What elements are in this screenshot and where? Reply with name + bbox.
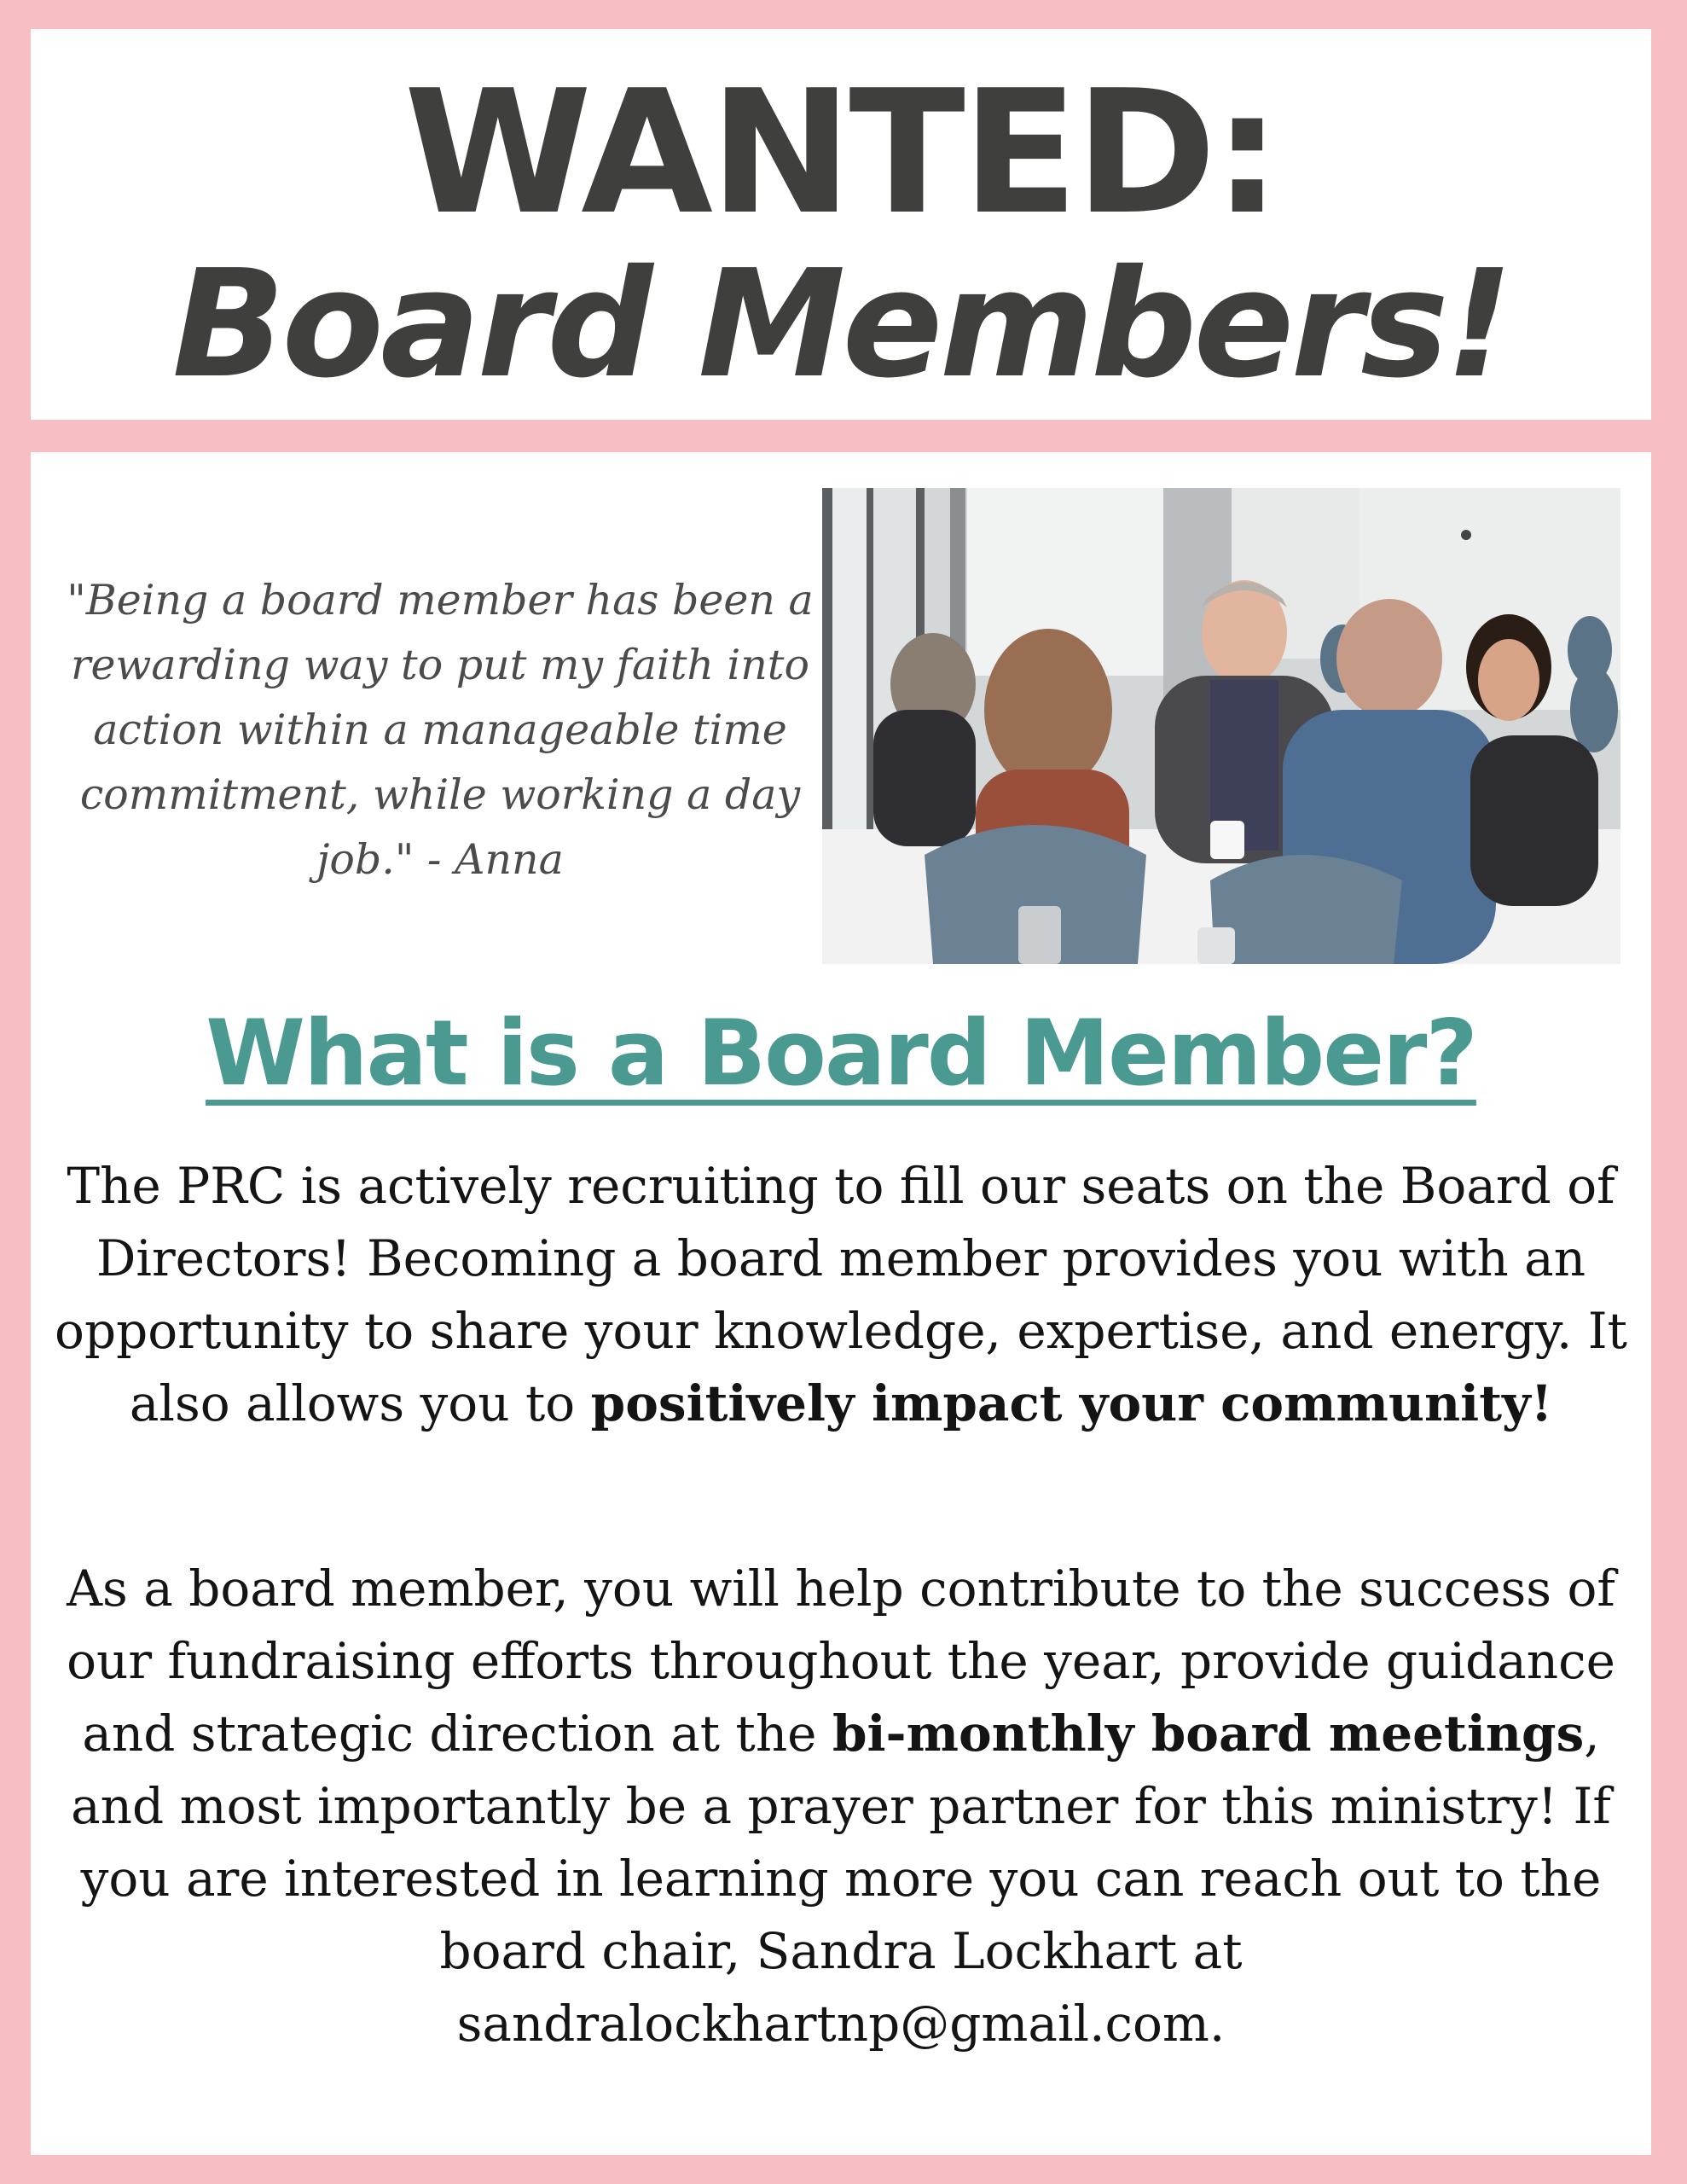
content-panel	[31, 452, 1651, 2155]
paragraph-1-text: The PRC is actively recruiting to fill our seats on the Board of Directors! Becoming a board member provides you with an opportunity to share your knowledge, expertise, and energy. It also allows you to	[55, 1157, 1627, 1432]
section-title	[31, 998, 1651, 1109]
board-meeting-photo	[822, 488, 1620, 964]
testimonial-quote: "Being a board member has been a rewarding way to put my faith into action within a manageable time commitment, while working a day job." - Anna	[67, 576, 814, 884]
headline-board-members: Board Members!	[171, 238, 1510, 411]
paragraph-2-text-a: As a board member, you will help contribute to the success of our fundraising efforts throughout the year, provide guidance and strategic direction at the	[67, 1560, 1615, 1763]
paragraph-2-bold: bi-monthly board meetings	[832, 1705, 1585, 1763]
paragraph-1-bold: positively impact your community!	[590, 1374, 1553, 1432]
photo-illustration	[822, 488, 1620, 964]
headline-wanted: WANTED:	[403, 54, 1278, 253]
paragraph-responsibilities	[48, 1553, 1634, 2060]
paragraph-recruiting	[48, 1150, 1634, 1440]
paragraph-2-text-b: , and most importantly be a prayer partner for this ministry! If you are interested in learning more you can reach out to the board chair, Sandra Lockhart at sandralockhartnp@gmail.com.	[71, 1705, 1611, 2053]
section-title-text: What is a Board Member?	[206, 1001, 1476, 1106]
header-panel	[31, 29, 1651, 420]
